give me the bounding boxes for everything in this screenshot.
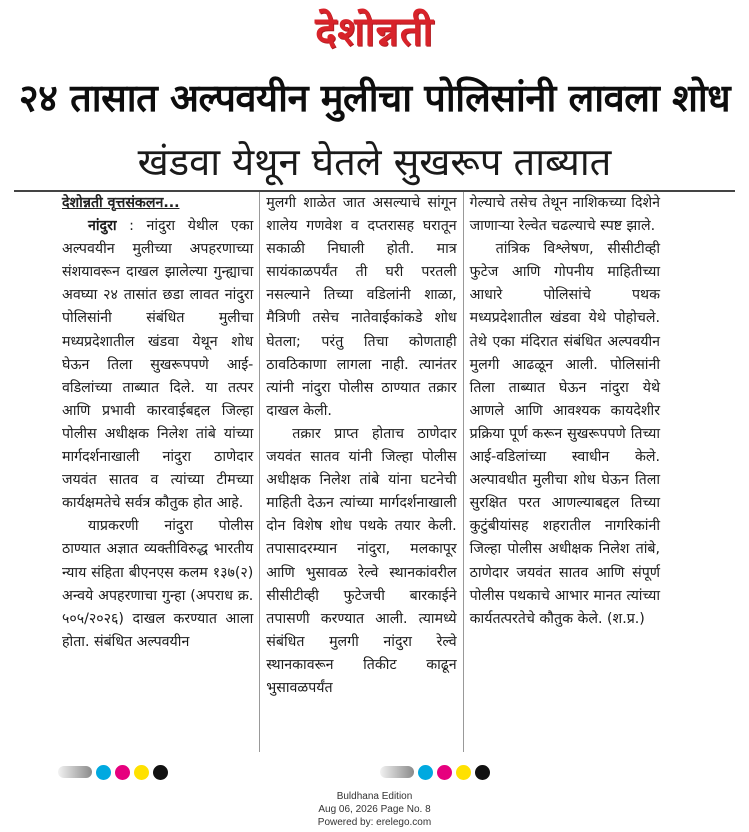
registration-color-bar-left	[58, 764, 168, 780]
paragraph	[62, 215, 253, 515]
gray-gradient-mark	[380, 766, 414, 778]
paragraph: तक्रार प्राप्त होताच ठाणेदार जयवंत सातव यांनी जिल्हा पोलीस अधीक्षक निलेश तांबे यांना घटनेची माहिती देऊन त्यांच्या मार्गदर्शनाखाली दोन विशेष शोध पथके तयार केली. तपासादरम्यान नांदुरा, मलकापूर आणि भुसावळ रेल्वे स्थानकांवरील सीसीटीव्ही फुटेजची बारकाईने तपासणी करण्यात आली. त्यामध्ये संबंधित मुलगी नांदुरा रेल्वे स्थानकावरून तिकीट काढून भुसावळपर्यंत	[266, 425, 457, 696]
article-body	[56, 192, 666, 752]
article-subheadline: खंडवा येथून घेतले सुखरूप ताब्यात	[14, 134, 735, 192]
edition-label: Buldhana Edition	[336, 791, 413, 802]
date-page-label: Aug 06, 2026 Page No. 8	[318, 804, 431, 815]
powered-by-label: Powered by: erelego.com	[317, 817, 432, 828]
paragraph: तांत्रिक विश्लेषण, सीसीटीव्ही फुटेज आणि गोपनीय माहितीच्या आधारे पोलिसांचे पथक मध्यप्रदेशातील खंडवा येथे पोहोचले. तेथे एका मंदिरात संबंधित अल्पवयीन मुलगी आढळून आली. पोलिसांनी तिला ताब्यात घेऊन नांदुरा येथे आणले आणि आवश्यक कायदेशीर प्रक्रिया पूर्ण करून सुखरूपपणे तिच्या आई-वडिलांच्या स्वाधीन केले. अल्पावधीत मुलीचा शोध घेऊन तिला सुरक्षित परत आणल्याबद्दल तिच्या कुटुंबीयांसह शहरातील नागरिकांनी जिल्हा पोलीस अधीक्षक निलेश तांबे, ठाणेदार जयवंत सातव आणि संपूर्ण पोलीस पथकाचे आभार मानत त्यांच्या कार्यतत्परतेचे कौतुक केले. (श.प्र.)	[469, 241, 661, 627]
masthead	[0, 0, 749, 62]
magenta-swatch	[115, 765, 130, 780]
yellow-swatch	[134, 765, 149, 780]
newspaper-logo: देशोन्नती	[315, 9, 434, 55]
gray-gradient-mark	[58, 766, 92, 778]
paragraph: याप्रकरणी नांदुरा पोलीस ठाण्यात अज्ञात व्यक्तीविरुद्ध भारतीय न्याय संहिता बीएनएस कलम १३७(२) अन्वये अपहरणाचा गुन्हा (अपराध क्र. ५०५/२०२६) दाखल करण्यात आला होता. संबंधित अल्पवयीन	[62, 518, 254, 650]
column-2	[259, 192, 462, 752]
dateline: नांदुरा	[88, 218, 117, 235]
black-swatch	[475, 765, 490, 780]
column-3	[463, 192, 666, 752]
magenta-swatch	[437, 765, 452, 780]
paragraph: गेल्याचे तसेच तेथून नाशिकच्या दिशेने जाणाऱ्या रेल्वेत चढल्याचे स्पष्ट झाले.	[469, 195, 661, 235]
black-swatch	[153, 765, 168, 780]
article-headline: २४ तासात अल्पवयीन मुलीचा पोलिसांनी लावला शोध	[18, 76, 731, 120]
cyan-swatch	[418, 765, 433, 780]
paragraph: मुलगी शाळेत जात असल्याचे सांगून शालेय गणवेश व दप्तरासह घरातून सकाळी निघाली होती. मात्र सायंकाळपर्यंत ती घरी परतली नसल्याने तिच्या वडिलांनी शाळा, मैत्रिणी तसेच नातेवाईकांकडे शोध घेतला; परंतु तिचा कोणताही ठावठिकाणा लागला नाही. त्यानंतर त्यांनी नांदुरा पोलीस ठाण्यात तक्रार दाखल केली.	[266, 195, 457, 419]
registration-color-bar-right	[380, 764, 490, 780]
byline: देशोन्नती वृत्तसंकलन...	[62, 195, 180, 211]
yellow-swatch	[456, 765, 471, 780]
paragraph-text: : नांदुरा येथील एका अल्पवयीन मुलीच्या अपहरणाच्या संशयावरून दाखल झालेल्या गुन्ह्याचा अवघ्या २४ तासांत छडा लावत नांदुरा पोलिसांनी संबंधित मुलीचा मध्यप्रदेशातील खंडवा येथून शोध घेऊन तिला सुखरूपपणे आई-वडिलांच्या ताब्यात दिले. या तत्पर आणि प्रभावी कारवाईबद्दल जिल्हा पोलीस अधीक्षक निलेश तांबे यांच्या मार्गदर्शनाखाली नांदुरा ठाणेदार जयवंत सातव व त्यांच्या टीमच्या कार्यक्षमतेचे सर्वत्र कौतुक होत आहे.	[62, 218, 254, 512]
page-footer	[0, 790, 749, 829]
cyan-swatch	[96, 765, 111, 780]
column-1	[56, 192, 259, 752]
